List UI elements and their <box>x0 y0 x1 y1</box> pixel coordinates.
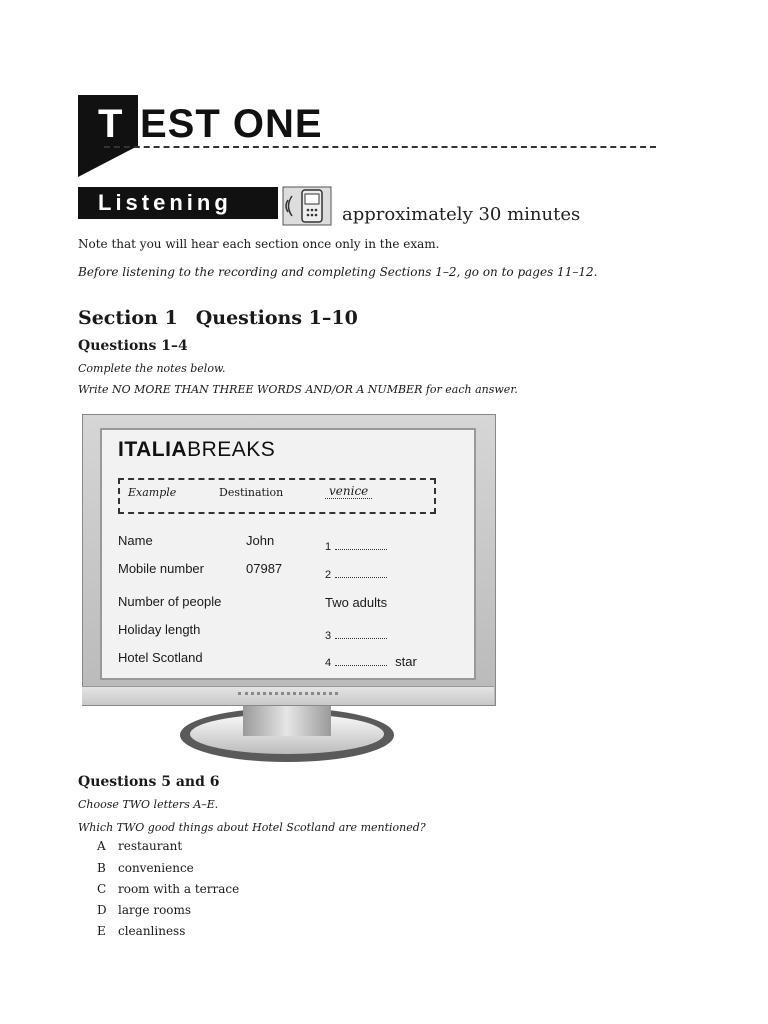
monitor-screen <box>100 428 476 680</box>
section-label: Listening <box>98 190 232 215</box>
question-number: 2 <box>325 569 332 581</box>
form-row-label: Name <box>118 533 153 548</box>
brand-bold: ITALIA <box>118 438 188 461</box>
answer-blank-3[interactable] <box>325 624 387 643</box>
question-prompt: Which TWO good things about Hotel Scotland are mentioned? <box>78 821 426 834</box>
answer-dots <box>335 569 387 578</box>
form-row-value: 07987 <box>246 561 283 576</box>
example-label: Example <box>128 486 177 499</box>
monitor-speaker-dots <box>238 692 338 698</box>
option-letter: E <box>97 924 106 938</box>
option-letter: D <box>97 903 107 917</box>
form-row-label: Hotel Scotland <box>118 650 203 665</box>
option-letter: B <box>97 861 106 875</box>
option-letter: A <box>97 839 106 853</box>
question-number: 4 <box>325 657 332 669</box>
title-divider <box>104 146 656 148</box>
section-title: Section 1 <box>78 307 178 329</box>
example-field: Destination <box>219 486 284 499</box>
phone-icon <box>282 186 332 230</box>
option-letter: C <box>97 882 107 896</box>
section-questions: Questions 1–10 <box>195 307 358 329</box>
brand-light: BREAKS <box>187 438 276 461</box>
answer-blank-2[interactable] <box>325 563 387 582</box>
questions-5-6-heading: Questions 5 and 6 <box>78 774 220 790</box>
option-a[interactable]: restaurant <box>118 839 183 853</box>
monitor-neck <box>243 704 331 736</box>
star-suffix: star <box>395 654 417 669</box>
form-row-value: Two adults <box>325 595 388 610</box>
option-b[interactable]: convenience <box>118 861 194 875</box>
form-row-label: Holiday length <box>118 622 201 637</box>
section-heading <box>78 307 358 329</box>
question-number: 1 <box>325 541 332 553</box>
questions-1-4-heading: Questions 1–4 <box>78 338 188 354</box>
exam-note: Note that you will hear each section once only in the exam. <box>78 237 440 251</box>
answer-dots <box>335 657 387 666</box>
title-first-letter: T <box>98 102 123 146</box>
brand-logo <box>118 438 275 462</box>
answer-blank-1[interactable] <box>325 535 387 554</box>
answer-dots <box>335 630 387 639</box>
form-row-label: Number of people <box>118 594 222 609</box>
form-row-value: John <box>246 533 275 548</box>
option-c[interactable]: room with a terrace <box>118 882 240 896</box>
instruction-word-limit: Write NO MORE THAN THREE WORDS AND/OR A NUMBER for each answer. <box>78 383 518 396</box>
page-title: EST ONE <box>140 102 323 146</box>
form-row-label: Mobile number <box>118 561 204 576</box>
answer-blank-4[interactable] <box>325 651 417 670</box>
example-answer: venice <box>325 484 372 499</box>
before-instruction: Before listening to the recording and completing Sections 1–2, go on to pages 11–12. <box>78 265 598 279</box>
option-d[interactable]: large rooms <box>118 903 192 917</box>
question-number: 3 <box>325 630 332 642</box>
duration-text: approximately 30 minutes <box>342 204 581 225</box>
instruction-complete-notes: Complete the notes below. <box>78 362 226 375</box>
instruction-choose-two: Choose TWO letters A–E. <box>78 798 219 811</box>
answer-dots <box>335 541 387 550</box>
option-e[interactable]: cleanliness <box>118 924 186 938</box>
